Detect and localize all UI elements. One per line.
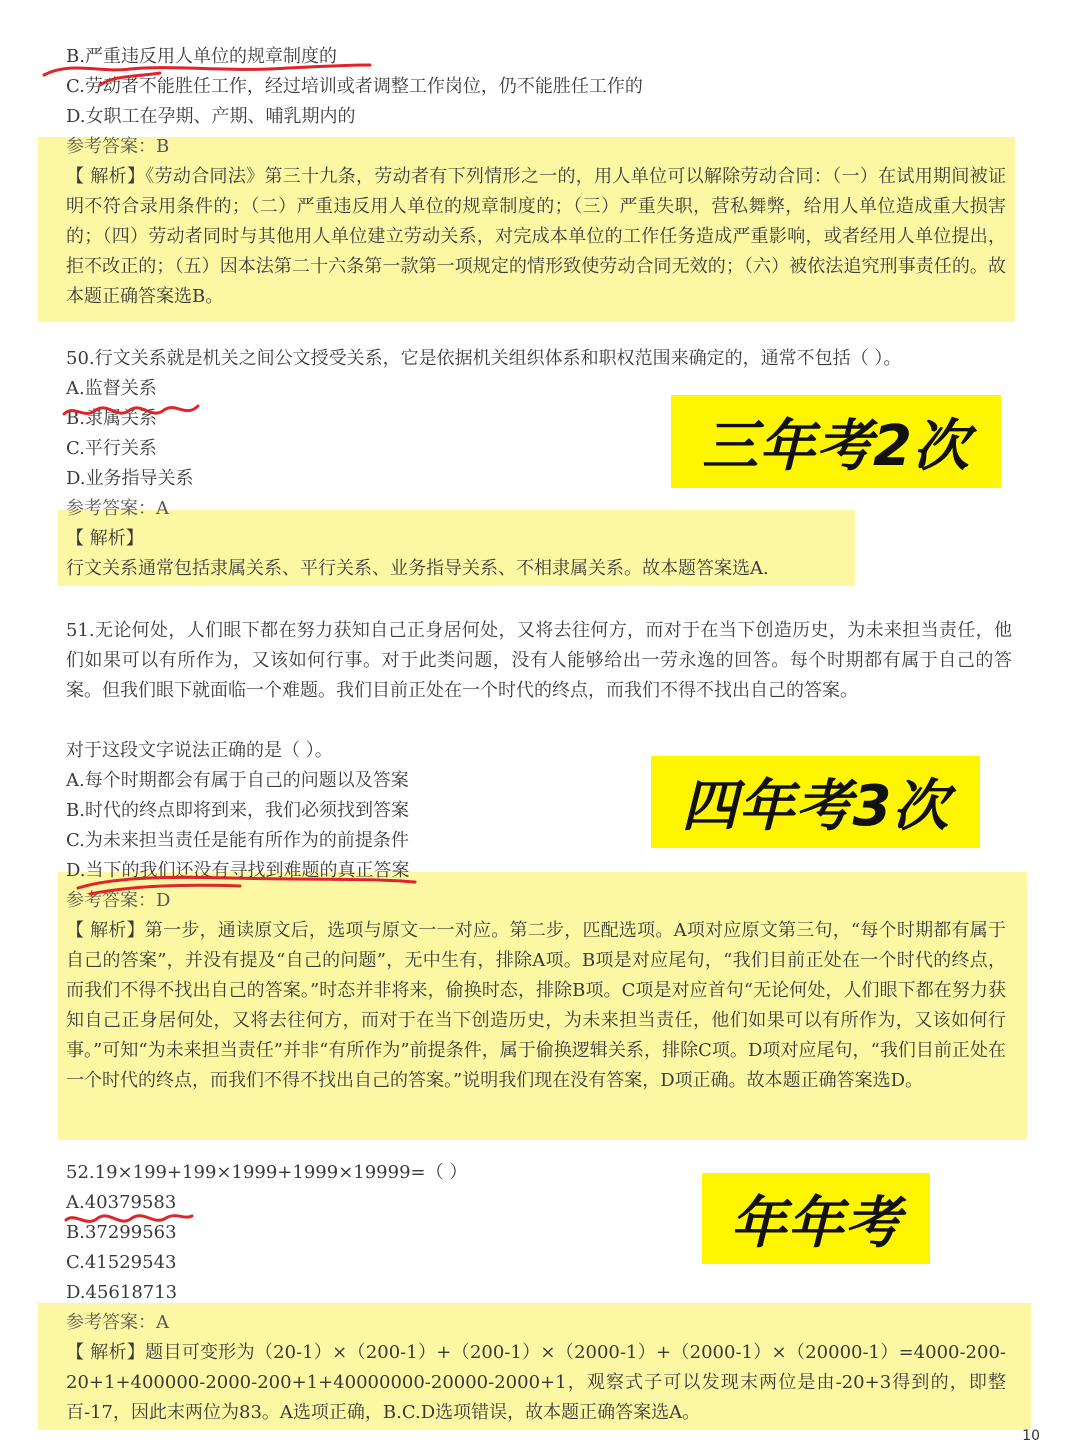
- q50-analysis-title: 【 解析】: [66, 528, 144, 549]
- q52-option-b: B.37299563: [66, 1222, 177, 1243]
- q50-question: 50.行文关系就是机关之间公文授受关系，它是依据机关组织体系和职权范围来确定的，通常不包括（ ）。: [66, 348, 902, 369]
- squiggle-underline-q51: [70, 868, 430, 898]
- q51-answer: 参考答案：D: [66, 890, 171, 911]
- q52-option-a: A.40379583: [66, 1192, 177, 1213]
- tag-every-year: 年年考: [702, 1173, 930, 1264]
- squiggle-underline-q52: [62, 1210, 202, 1240]
- q52-analysis: 【 解析】题目可变形为（20-1）×（200-1）+（200-1）×（2000-1）+（2000-1）×（20000-1）=4000-200-20+1+400000-2000-200+1+40000000-20000-2000+1，观察式子可以发现末两位是由-20+3得到的，即整百-17，因此末两位为83。A选项正确，B.C.D选项错误，故本题正确答案选A。: [66, 1342, 1006, 1423]
- q51-option-b: B.时代的终点即将到来，我们必须找到答案: [66, 800, 409, 821]
- page-number: 10: [1022, 1428, 1040, 1444]
- q51-analysis: 【 解析】第一步，通读原文后，选项与原文一一对应。第二步，匹配选项。A项对应原文第三句，“每个时期都有属于自己的答案”，并没有提及“自己的问题”，无中生有，排除A项。B项是对应尾句，“我们目前正处在一个时代的终点，而我们不得不找出自己的答案。”时态并非将来，偷换时态，排除B项。C项是对应首句“无论何处，人们眼下都在努力获知自己正身居何处，又将去往何方，而对于在当下创造历史，为未来担当责任，他们如果可以有所作为，又该如何行事。”可知“为未来担当责任”并非“有所作为”前提条件，属于偷换逻辑关系，排除C项。D项对应尾句，“我们目前正处在一个时代的终点，而我们不得不找出自己的答案。”说明我们现在没有答案，D项正确。故本题正确答案选D。: [66, 920, 1006, 1091]
- tag-four-years-thrice: 四年考3次: [651, 756, 980, 848]
- q50-option-a: A.监督关系: [66, 378, 157, 399]
- tag-three-years-twice: 三年考2次: [671, 395, 1001, 488]
- q49-analysis: 【 解析】《劳动合同法》第三十九条，劳动者有下列情形之一的，用人单位可以解除劳动合同：（一）在试用期间被证明不符合录用条件的；（二）严重违反用人单位的规章制度的；（三）严重失职，营私舞弊，给用人单位造成重大损害的；（四）劳动者同时与其他用人单位建立劳动关系，对完成本单位的工作任务造成严重影响，或者经用人单位提出，拒不改正的；（五）因本法第二十六条第一款第一项规定的情形致使劳动合同无效的；（六）被依法追究刑事责任的。故本题正确答案选B。: [66, 166, 1006, 307]
- q49-answer: 参考答案：B: [66, 136, 170, 157]
- q49-option-c: C.劳动者不能胜任工作，经过培训或者调整工作岗位，仍不能胜任工作的: [66, 76, 643, 97]
- q51-option-a: A.每个时期都会有属于自己的问题以及答案: [66, 770, 409, 791]
- q50-option-b: B.隶属关系: [66, 408, 157, 429]
- q50-option-c: C.平行关系: [66, 438, 157, 459]
- q49-option-d: D.女职工在孕期、产期、哺乳期内的: [66, 106, 356, 127]
- q51-prompt: 对于这段文字说法正确的是（ ）。: [66, 740, 333, 761]
- q51-question: 51.无论何处，人们眼下都在努力获知自己正身居何处，又将去往何方，而对于在当下创造历史，为未来担当责任，他们如果可以有所作为，又该如何行事。对于此类问题，没有人能够给出一劳永逸的回答。每个时期都有属于自己的答案。但我们眼下就面临一个难题。我们目前正处在一个时代的终点，而我们不得不找出自己的答案。: [66, 620, 1012, 701]
- q52-option-d: D.45618713: [66, 1282, 178, 1303]
- q51-option-c: C.为未来担当责任是能有所作为的前提条件: [66, 830, 409, 851]
- q50-answer: 参考答案：A: [66, 498, 169, 519]
- q50-analysis: 行文关系通常包括隶属关系、平行关系、业务指导关系、不相隶属关系。故本题答案选A.: [66, 558, 769, 579]
- q52-option-c: C.41529543: [66, 1252, 177, 1273]
- q52-question: 52.19×199+199×1999+1999×19999=（ ）: [66, 1162, 468, 1183]
- q51-option-d: D.当下的我们还没有寻找到难题的真正答案: [66, 860, 410, 881]
- q52-answer: 参考答案：A: [66, 1312, 169, 1333]
- q50-option-d: D.业务指导关系: [66, 468, 194, 489]
- q49-option-b: B.严重违反用人单位的规章制度的: [66, 46, 337, 67]
- squiggle-underline-q50: [60, 400, 210, 430]
- squiggle-underline-q49: [40, 55, 380, 95]
